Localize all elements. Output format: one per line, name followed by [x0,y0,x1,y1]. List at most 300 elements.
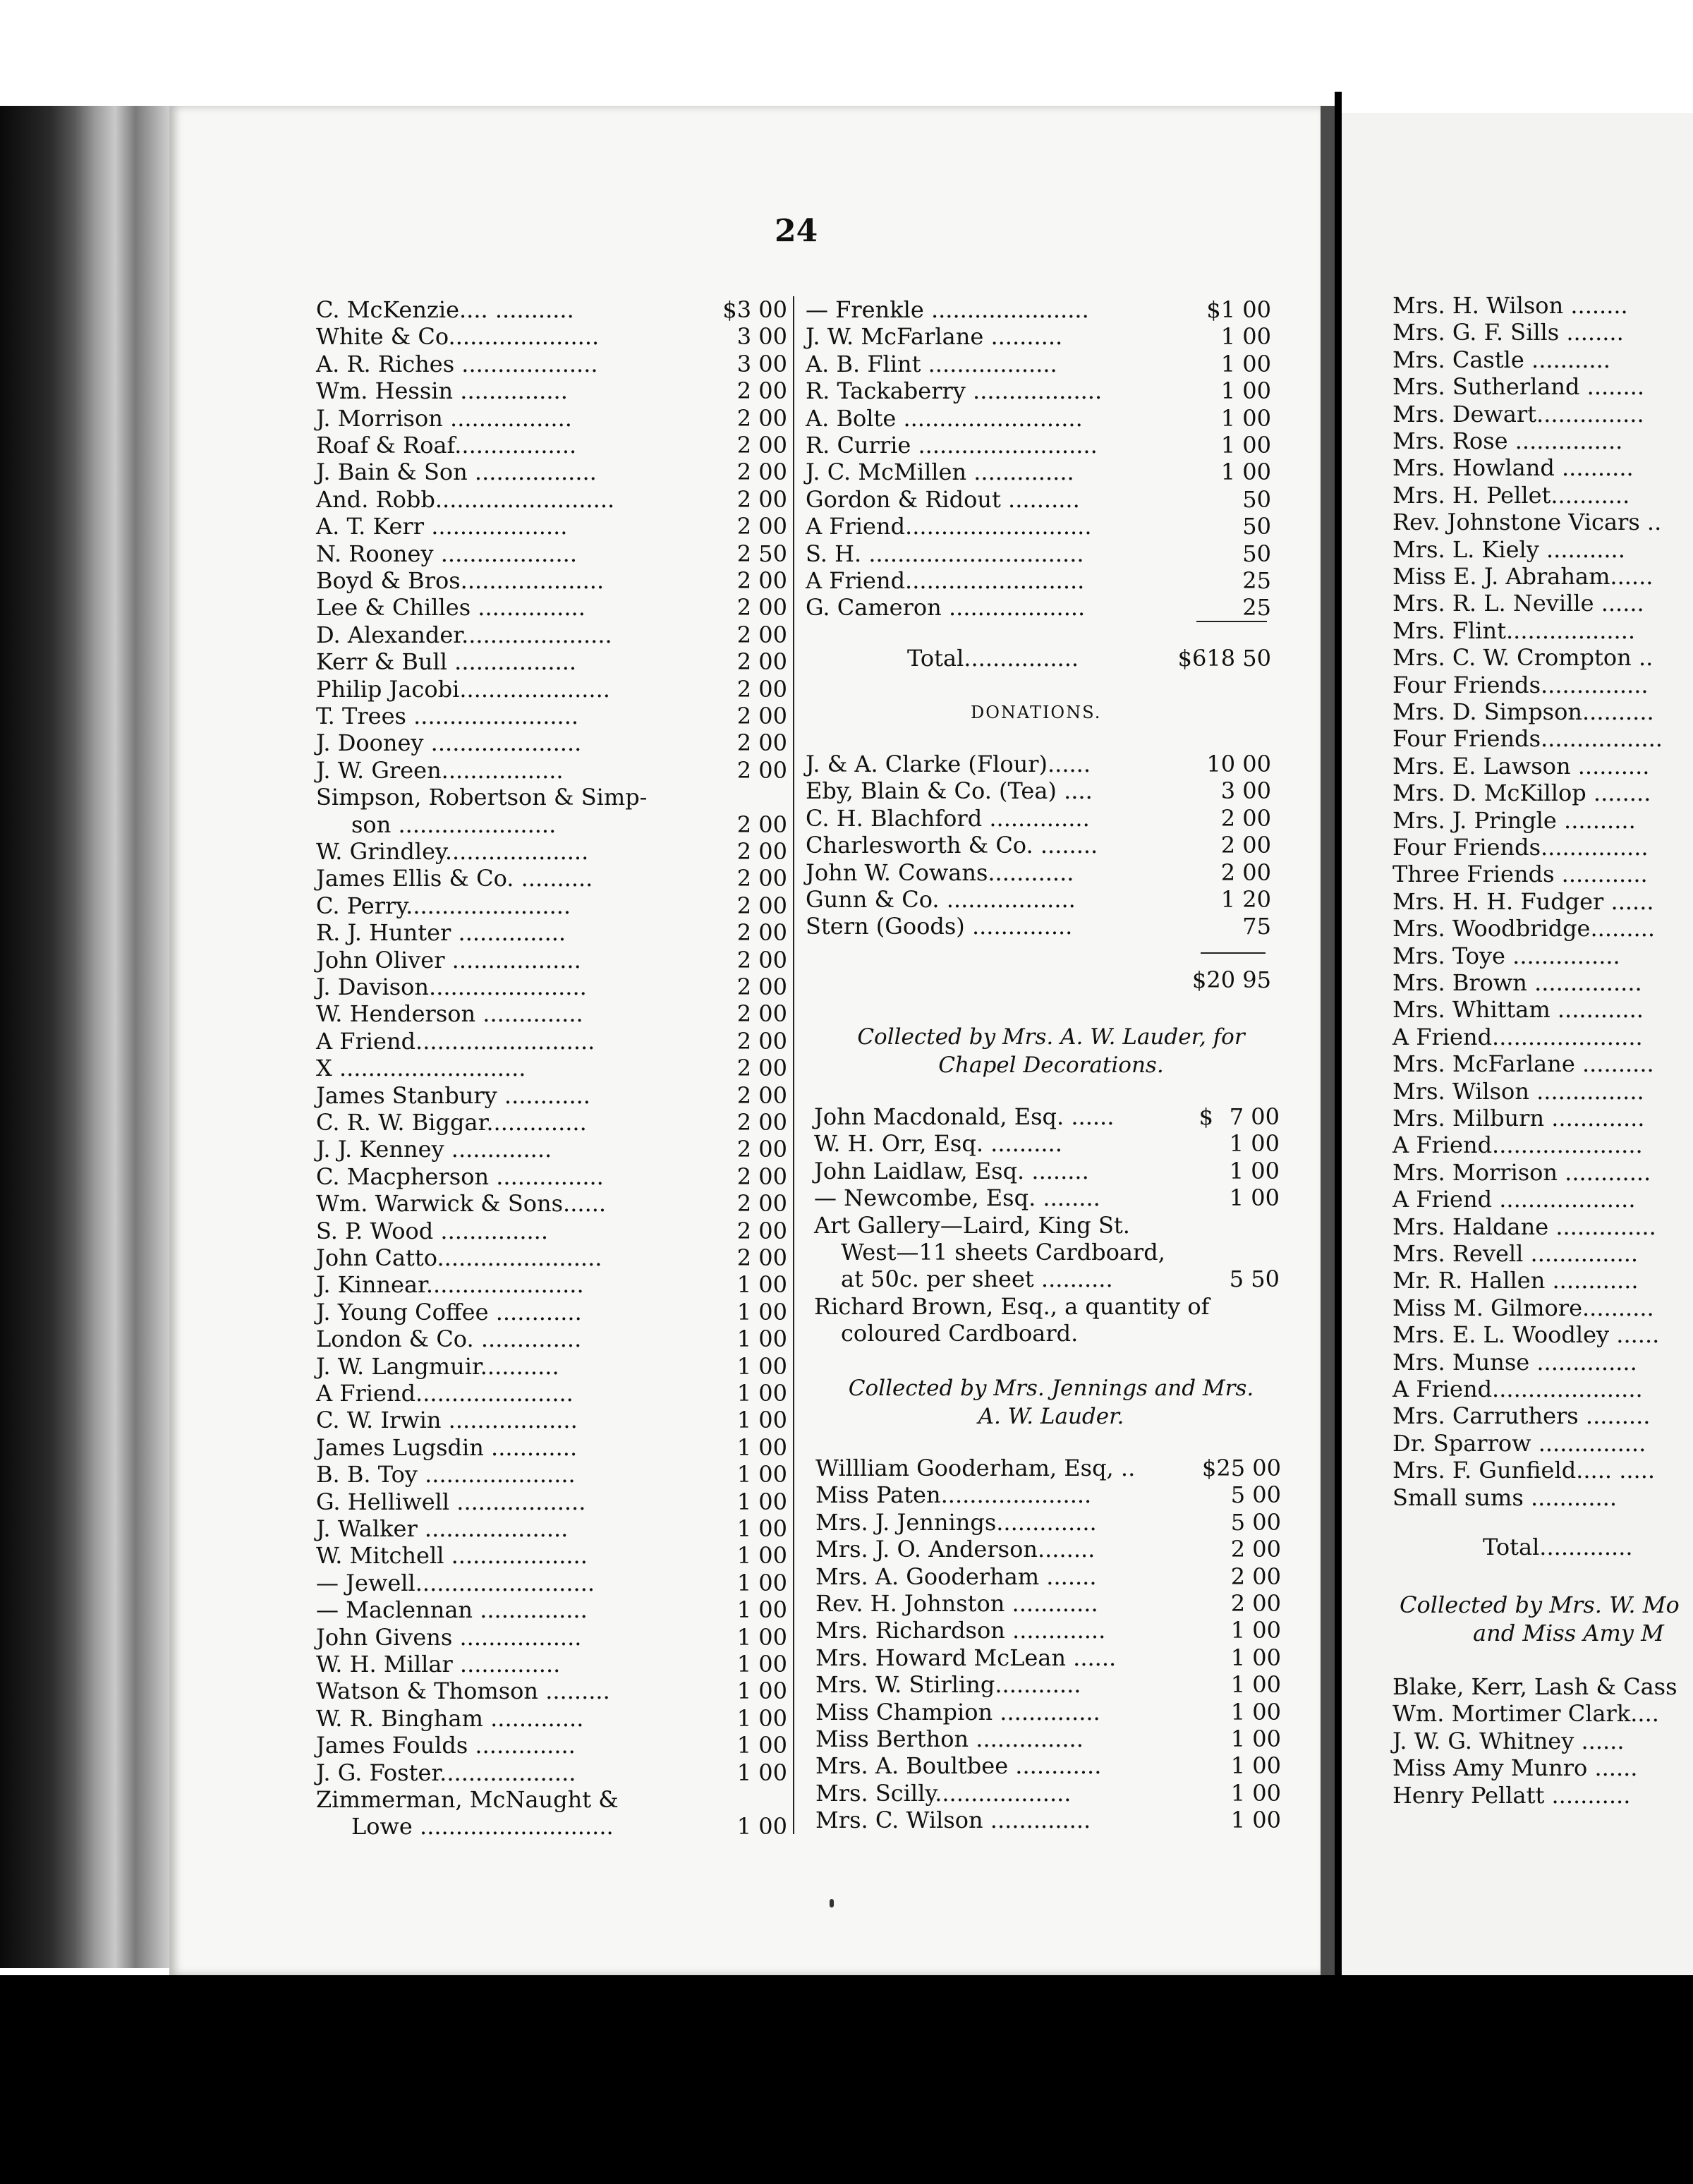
donation-row-amount: 75 [1242,913,1271,940]
jennings-row-name: Mrs. Richardson ............. [815,1617,1106,1644]
lauder-heading [811,1024,1291,1078]
subscriber-row-name: Wm. Warwick & Sons...... [316,1190,607,1218]
jennings-row [815,1807,1281,1833]
facing-page-row: Four Friends................. [1392,725,1663,753]
facing-page-heading-1: Collected by Mrs. W. Mo [1400,1591,1680,1618]
facing-page-row: Wm. Mortimer Clark.... [1392,1700,1659,1728]
page-number: 24 [775,213,818,249]
facing-page-row: Small sums ............ [1392,1484,1618,1511]
facing-page-row: Three Friends ............ [1392,861,1648,888]
jennings-row [815,1699,1281,1725]
subscriber-row-amount: 1 00 [736,1542,787,1570]
subscriber-row [316,1055,787,1081]
jennings-heading-line-1: Collected by Mrs. Jennings and Mrs. [848,1376,1254,1401]
subscriber-row-name: C. McKenzie.... ........... [316,296,574,323]
book-spine-edge [0,106,169,1968]
jennings-row-name: Mrs. J. O. Anderson........ [815,1536,1096,1563]
subscriber-row-amount: 1 00 [736,1813,787,1840]
subscriber-row-amount: 1 00 [1220,350,1271,377]
subscriber-row-name: W. R. Bingham ............. [316,1704,584,1732]
subscriber-row [316,1407,787,1433]
jennings-row-amount: 2 00 [1230,1590,1281,1617]
jennings-row-name: Miss Berthon ............... [815,1725,1084,1752]
facing-page-row: Miss M. Gilmore.......... [1392,1294,1654,1321]
subscriber-row [316,919,787,946]
subscriber-row-name: Watson & Thomson ......... [316,1678,610,1705]
subscriber-row [316,1136,787,1163]
subscriber-row-name: W. Grindley.................... [316,838,589,865]
lauder-row [814,1212,1280,1239]
jennings-row [815,1590,1281,1617]
subscriber-row-amount: 25 [1242,594,1271,621]
subscriber-row-amount: 2 00 [736,567,787,594]
lauder-row-name: Richard Brown, Esq., a quantity of [814,1292,1210,1320]
subscriber-row-amount: 50 [1242,485,1271,513]
subscriber-row-amount: 1 00 [736,1678,787,1705]
subscriber-row-name: Gordon & Ridout .......... [806,485,1080,513]
jennings-row [815,1725,1281,1752]
subscriber-row-name: A Friend.......................... [806,513,1092,540]
subscriber-row [316,594,787,621]
subscriber-row-name: W. Henderson .............. [316,1000,583,1028]
jennings-row-amount: 5 00 [1230,1508,1281,1536]
donation-row-name: Gunn & Co. .................. [806,886,1076,913]
facing-page-heading-2: and Miss Amy M [1473,1620,1664,1646]
subscriber-row-amount: 1 00 [736,1569,787,1596]
subscriber-row-name: C. Perry....................... [316,892,571,919]
subscriber-row [316,676,787,703]
subscriber-row [316,1624,787,1651]
subscriber-row-amount: 25 [1242,567,1271,594]
lauder-row-amount: 1 00 [1229,1130,1280,1158]
subscriber-row-name: A. R. Riches ................... [316,350,598,377]
facing-page-row: Rev. Johnstone Vicars .. [1392,509,1662,536]
subscriber-row-amount: 2 00 [736,1081,787,1109]
lauder-row-name: W. H. Orr, Esq. .......... [814,1130,1062,1158]
subscriber-row-name: R. Currie ......................... [806,432,1098,459]
subscriber-row-amount: 1 00 [736,1271,787,1299]
subscriber-row [316,296,787,323]
subscriber-row-name: A Friend......................... [316,1027,595,1055]
jennings-row-amount: 1 00 [1230,1752,1281,1780]
subscriber-row [316,1705,787,1732]
subscriber-row-name: J. Morrison ................. [316,404,572,432]
lauder-row-name: West—11 sheets Cardboard, [841,1239,1165,1266]
subscriber-row [316,648,787,675]
subscriber-row-amount: 2 00 [736,919,787,947]
subscriber-row-amount: 1 00 [736,1623,787,1651]
subscriber-row-name: J. Dooney ..................... [316,729,582,757]
subscriber-row [806,513,1271,540]
subscriber-row-name: J. W. Langmuir........... [316,1352,559,1380]
subscriber-row [316,1570,787,1596]
subscriber-row [806,323,1271,350]
subscriber-row [316,784,787,811]
jennings-row-name: Miss Paten..................... [815,1481,1092,1509]
subscriber-row-name: D. Alexander..................... [316,621,612,648]
subscriber-row-amount: 2 00 [736,485,787,513]
facing-page-row: Mrs. E. Lawson .......... [1392,752,1650,779]
subscriber-row-amount: 50 [1242,540,1271,567]
subscriber-row-amount: $1 00 [1206,296,1271,323]
subscriber-row [316,1218,787,1244]
facing-page-row: Mrs. R. L. Neville ...... [1392,590,1644,617]
subscriber-row [316,1596,787,1623]
subscriber-row [316,405,787,432]
subscriber-row [806,567,1271,594]
jennings-row [815,1644,1281,1671]
subscriber-row-amount: 1 00 [1220,323,1271,351]
jennings-heading-line-2: A. W. Lauder. [978,1404,1124,1429]
subscriber-row-name: London & Co. .............. [316,1325,582,1353]
donation-row [806,805,1271,832]
subscriber-row [316,486,787,513]
subscriber-row [316,1434,787,1461]
subscriber-row-name: James Stanbury ............ [316,1081,590,1109]
subscriber-row-name: Lee & Chilles ............... [316,594,585,621]
lauder-row [814,1320,1280,1347]
subscriber-row-amount: 3 00 [736,350,787,377]
subscriber-row-name: T. Trees ....................... [316,703,579,729]
jennings-row-name: Mrs. Scilly................... [815,1779,1072,1807]
jennings-row [815,1752,1281,1779]
subscriber-row-name: Wm. Hessin ............... [316,377,568,405]
subscriber-row-name: John Givens ................. [316,1623,582,1651]
subscriber-row-amount: 2 00 [736,432,787,459]
subscriber-row [316,621,787,648]
subscriber-row-amount: 2 00 [736,865,787,892]
subscriber-row [316,377,787,404]
subscriber-row [806,594,1271,621]
subscriber-row-name: Philip Jacobi..................... [316,675,610,703]
facing-page-row: Mrs. Haldane .............. [1392,1213,1656,1240]
donation-row-amount: 2 00 [1220,859,1271,886]
subscriber-row [316,1380,787,1407]
facing-page-row: Blake, Kerr, Lash & Cass [1392,1673,1677,1700]
subscriber-row [316,1759,787,1786]
subscriber-row-amount: 2 00 [736,1163,787,1190]
facing-page-row: Mrs. Milburn ............. [1392,1105,1645,1132]
subscriber-row [316,1651,787,1678]
donations-total: $20 95 [1192,966,1271,993]
subscriber-row-name: X .......................... [316,1055,526,1082]
subscriber-row-amount: 2 00 [736,1244,787,1271]
lauder-row [814,1266,1280,1292]
donation-row-name: C. H. Blachford .............. [806,804,1090,832]
subscriber-row [806,351,1271,377]
donation-row-amount: 2 00 [1220,804,1271,832]
subscriber-row [316,432,787,459]
subscriber-row-amount: 1 00 [736,1488,787,1515]
subscriber-row-amount: 1 00 [736,1596,787,1624]
facing-page-row: Mrs. Sutherland ........ [1392,373,1645,401]
jennings-row [815,1563,1281,1590]
lauder-row [814,1239,1280,1266]
lauder-row-name: at 50c. per sheet .......... [841,1266,1113,1293]
lauder-row [814,1130,1280,1157]
subscriber-row [806,459,1271,485]
subscriber-row-amount: 1 00 [736,1732,787,1759]
jennings-row [815,1617,1281,1644]
subscriber-row-amount: 2 00 [736,838,787,865]
facing-page-row: A Friend..................... [1392,1376,1643,1402]
facing-page-row: J. W. G. Whitney ...... [1392,1727,1625,1754]
subscriber-row-name: G. Cameron ................... [806,594,1086,621]
facing-page-row: Mrs. L. Kiely ........... [1392,535,1625,563]
jennings-row-name: Mrs. C. Wilson .............. [815,1807,1091,1834]
next-page-fragment [1342,113,1693,1989]
jennings-row [815,1509,1281,1536]
subscriber-row [316,1163,787,1190]
subscriber-row-name: Boyd & Bros.................... [316,567,605,594]
subscriber-row-name: James Ellis & Co. .......... [316,865,593,892]
subscriber-row-amount: 1 00 [1220,459,1271,486]
subscriber-row [316,1786,787,1813]
lauder-row [814,1293,1280,1320]
subscriber-row [316,729,787,756]
subscriber-row [316,1244,787,1271]
jennings-row-amount: $25 00 [1202,1455,1281,1481]
subscriber-row-name: Roaf & Roaf................. [316,432,577,459]
subscriber-row-name: Lowe ........................... [351,1813,614,1840]
subscriber-row-name: J. W. Green................. [316,756,564,784]
subscriber-row [316,1028,787,1055]
jennings-row [815,1455,1281,1481]
jennings-row [815,1671,1281,1698]
subscriber-row-amount: 2 00 [736,594,787,621]
subscriber-row [316,1732,787,1759]
jennings-row-amount: 1 00 [1230,1725,1281,1752]
subscriber-row-amount: 50 [1242,513,1271,540]
subscriber-row [316,838,787,865]
donation-row [806,777,1271,804]
subscriber-row-name: A. Bolte ......................... [806,404,1083,432]
donation-row-amount: 3 00 [1220,777,1271,805]
subscriber-row-amount: 2 00 [736,892,787,919]
facing-page-row: Mrs. Woodbridge......... [1392,915,1656,942]
subscriber-row [316,323,787,350]
page-edge [1321,106,1335,1975]
subscriber-row [316,1000,787,1027]
subscriber-row-amount: 2 00 [736,513,787,540]
jennings-heading [811,1376,1291,1429]
subscriber-row-amount: 1 00 [736,1433,787,1461]
facing-page-row: Mr. R. Hallen ............ [1392,1267,1639,1294]
facing-page-row: Mrs. J. Pringle .......... [1392,806,1636,834]
facing-page-row: Miss E. J. Abraham...... [1392,563,1653,590]
facing-page-row: Mrs. H. Wilson ........ [1392,292,1628,319]
donation-row-name: John W. Cowans............ [806,859,1074,886]
subscriber-row-amount: 2 00 [736,404,787,432]
subscriber-row [316,865,787,892]
jennings-row-amount: 1 00 [1230,1698,1281,1725]
jennings-row-amount: 1 00 [1230,1644,1281,1671]
subscriber-row-name: J. W. McFarlane .......... [806,323,1063,351]
facing-page-row: Mrs. Whittam ............ [1392,996,1644,1024]
subscriber-row-name: J. Kinnear...................... [316,1271,584,1299]
lauder-heading-line-1: Collected by Mrs. A. W. Lauder, for [857,1024,1245,1050]
jennings-row-amount: 2 00 [1230,1536,1281,1563]
donation-row [806,751,1271,777]
subscriber-row [316,892,787,919]
book-gutter [1335,92,1342,1996]
subscriber-row [316,540,787,567]
subscriber-row [806,377,1271,404]
facing-page-row: Mrs. McFarlane .......... [1392,1050,1654,1078]
subscriber-row-amount: 1 00 [736,1759,787,1786]
subscriber-row-amount: 1 00 [736,1407,787,1434]
facing-page-row: Mrs. H. H. Fudger ...... [1392,887,1654,915]
lauder-row-name: John Laidlaw, Esq. ........ [814,1157,1089,1184]
jennings-row [815,1536,1281,1563]
subscriber-row-amount: 1 00 [736,1515,787,1542]
jennings-row-name: Willliam Gooderham, Esq, .. [815,1455,1136,1481]
jennings-row-amount: 1 00 [1230,1807,1281,1834]
subscriber-row-amount: 1 00 [736,1298,787,1325]
jennings-row-name: Mrs. A. Gooderham ....... [815,1563,1097,1590]
facing-page-row: Henry Pellatt ........... [1392,1781,1631,1809]
jennings-row-name: Mrs. A. Boultbee ............ [815,1752,1102,1780]
facing-page-row: Four Friends............... [1392,671,1649,698]
subscriber-row [316,1109,787,1136]
lauder-heading-line-2: Chapel Decorations. [938,1052,1164,1078]
donation-row-name: Eby, Blain & Co. (Tea) .... [806,777,1093,805]
subscriber-row [316,1813,787,1840]
subscriber-row-amount: 2 00 [736,811,787,838]
subscriber-row-amount: 2 00 [736,1000,787,1028]
subscriber-row-amount: 3 00 [736,323,787,351]
facing-page-row: Mrs. Toye ............... [1392,942,1620,969]
subscriber-row [806,296,1271,323]
jennings-row-name: Mrs. Howard McLean ...... [815,1644,1117,1671]
subscriber-row-name: J. C. McMillen .............. [806,459,1074,486]
donation-row-name: J. & A. Clarke (Flour)...... [806,751,1091,777]
lauder-row-name: John Macdonald, Esq. ...... [814,1103,1115,1130]
jennings-row-amount: 5 00 [1230,1481,1281,1509]
subscriber-row [806,432,1271,459]
subscriber-row [316,1082,787,1109]
facing-page-row: Mrs. H. Pellet........... [1392,481,1630,509]
subscriber-row [316,513,787,540]
lauder-row [814,1184,1280,1211]
facing-page-row: Dr. Sparrow ............... [1392,1429,1646,1457]
subscriber-row-name: C. W. Irwin .................. [316,1407,578,1434]
subscriber-row-amount: 2 00 [736,973,787,1000]
donation-row [806,859,1271,886]
donations-heading: DONATIONS. [971,703,1102,722]
total-rule [1196,621,1267,622]
subscriber-row-amount: 1 00 [736,1352,787,1380]
subscriber-row-name: Simpson, Robertson & Simp- [316,784,648,811]
subscriber-row-amount: 2 50 [736,540,787,567]
facing-page-row: Mrs. E. L. Woodley ...... [1392,1321,1660,1349]
donation-row-amount: 1 20 [1220,886,1271,913]
lauder-row-currency: $ [1199,1103,1213,1130]
subscriber-row-amount: 1 00 [736,1380,787,1407]
subscriber-row-amount: 2 00 [736,1190,787,1218]
jennings-row [815,1481,1281,1508]
subscriber-row [316,947,787,973]
subscriber-row-name: A Friend...................... [316,1380,574,1407]
facing-page-row: Mrs. Howland .......... [1392,454,1634,482]
facing-page-row: Mrs. G. F. Sills ........ [1392,319,1624,346]
subscriber-row-amount: 2 00 [736,1027,787,1055]
total-amount: $618 50 [1177,645,1271,672]
subscriber-row [316,703,787,729]
donations-rule [1201,952,1266,954]
facing-page-row: Four Friends............... [1392,834,1649,861]
jennings-row-name: Mrs. W. Stirling............ [815,1671,1081,1699]
subscriber-row-name: J. Davison...................... [316,973,587,1000]
total-label: Total................ [907,645,1079,672]
facing-page-row: Mrs. C. W. Crompton .. [1392,644,1653,672]
facing-page-row: Mrs. F. Gunfield..... ..... [1392,1457,1656,1484]
subscriber-row [316,1488,787,1515]
subscriber-row-name: C. R. W. Biggar.............. [316,1109,587,1136]
donation-row-amount: 2 00 [1220,832,1271,859]
subscriber-row [316,1542,787,1569]
jennings-row-amount: 1 00 [1230,1617,1281,1644]
subscriber-row-amount: 2 00 [736,621,787,648]
subscriber-row-name: S. H. .............................. [806,540,1084,567]
subscriber-row-name: B. B. Toy ..................... [316,1461,576,1488]
subscriber-row-name: J. G. Foster................... [316,1759,576,1786]
subscriber-row-name: James Lugsdin ............ [316,1433,578,1461]
lauder-row-name: Art Gallery—Laird, King St. [814,1211,1130,1239]
facing-page-row: Mrs. Revell ............... [1392,1240,1639,1267]
subscriber-row-name: A Friend......................... [806,567,1085,594]
subscriber-row [316,1299,787,1325]
facing-page-row: Mrs. Munse .............. [1392,1348,1637,1376]
facing-page-total: Total............. [1483,1534,1633,1560]
subscriber-row [316,1190,787,1217]
subscriber-row-name: W. H. Millar .............. [316,1651,561,1678]
subscriber-row [316,1678,787,1704]
subscriber-row-amount: $3 00 [722,296,787,323]
subscriber-row-name: C. Macpherson ............... [316,1163,604,1190]
jennings-row-name: Rev. H. Johnston ............ [815,1590,1098,1617]
facing-page-row: Mrs. Wilson ............... [1392,1077,1644,1105]
donation-row-amount: 10 00 [1206,751,1271,777]
subscriber-row [316,1325,787,1352]
page-mark [830,1899,834,1907]
subscriber-row-amount: 2 00 [736,1109,787,1136]
subscriber-row-amount: 2 00 [736,377,787,405]
subscriber-row-amount: 1 00 [736,1704,787,1732]
donation-row [806,886,1271,913]
subscriber-row-name: A. T. Kerr ................... [316,513,568,540]
facing-page-row: Mrs. D. Simpson.......... [1392,698,1654,725]
lauder-row-name: — Newcombe, Esq. ........ [814,1184,1100,1212]
donation-row-name: Stern (Goods) .............. [806,913,1073,940]
donation-row [806,913,1271,940]
jennings-row-amount: 1 00 [1230,1671,1281,1699]
subscriber-row [316,459,787,485]
subscriber-row-name: J. Bain & Son ................. [316,459,597,486]
donation-row-name: Charlesworth & Co. ........ [806,832,1098,859]
subscriber-row-amount: 2 00 [736,1217,787,1244]
subscriber-row-name: son ...................... [351,811,557,838]
subscriber-row [316,1461,787,1488]
jennings-row-amount: 2 00 [1230,1563,1281,1590]
subscriber-row [316,811,787,838]
facing-page-row: Mrs. Flint.................. [1392,617,1636,644]
facing-page-row: A Friend..................... [1392,1023,1643,1050]
subscriber-row-amount: 2 00 [736,648,787,676]
subscriber-row-amount: 1 00 [1220,404,1271,432]
lauder-row-amount: 5 50 [1229,1266,1280,1293]
subscriber-row-name: J. Walker .................... [316,1515,569,1542]
